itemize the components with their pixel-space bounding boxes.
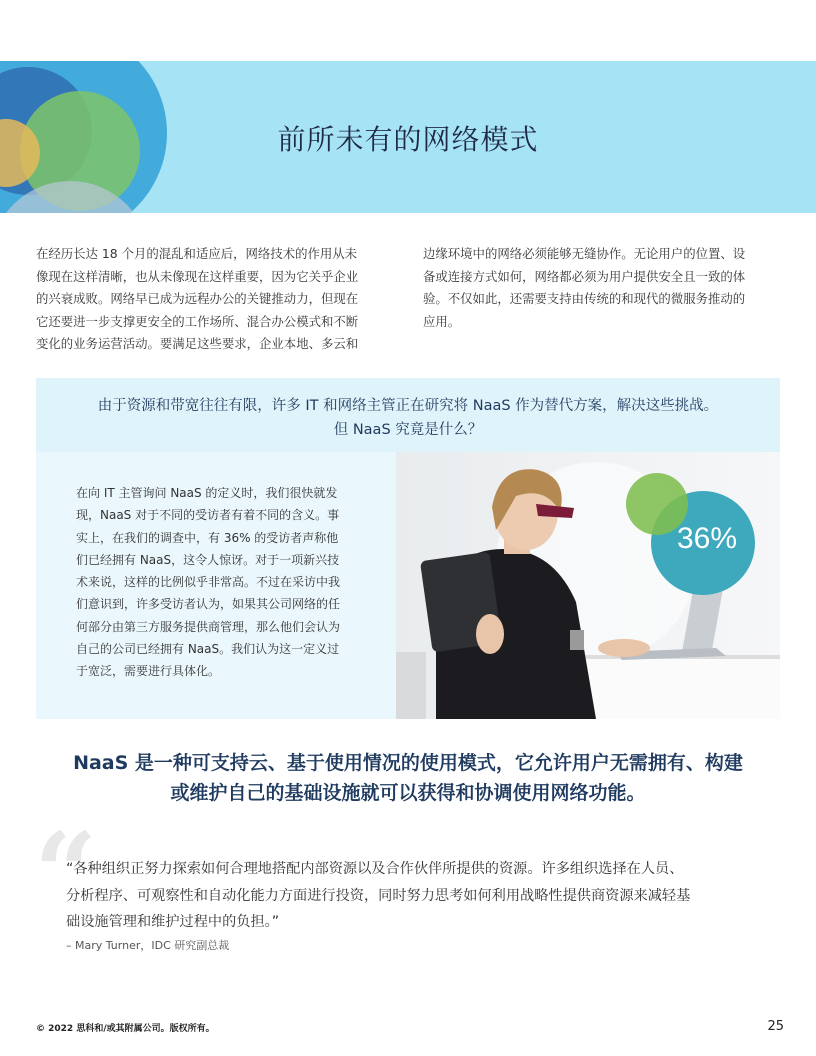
survey-line: 自己的公司已经拥有 NaaS。我们认为这一定义过 <box>76 642 340 657</box>
intro-line: 它还要进一步支撑更安全的工作场所、混合办公模式和不断 <box>36 313 359 329</box>
page-title: 前所未有的网络模式 <box>277 123 539 156</box>
survey-line: 现，NaaS 对于不同的受访者有着不同的含义。事 <box>76 508 340 523</box>
stat-value: 36% <box>676 522 738 555</box>
intro-line: 的兴衰成败。网络早已成为远程办公的关键推动力，但现在 <box>36 291 359 306</box>
survey-line: 们意识到，许多受访者认为，如果其公司网络的任 <box>76 597 341 612</box>
quote-mark-icon: “ <box>34 808 98 937</box>
quote-line: “各种组织正努力探索如何合理地搭配内部资源以及合作伙伴所提供的资源。许多组织选择在人员、 <box>66 861 684 877</box>
title-banner <box>0 61 816 213</box>
quote-text <box>66 856 786 936</box>
survey-line: 何部分由第三方服务提供商管理，那么他们会认为 <box>76 619 341 634</box>
intro-line: 备或连接方式如何，网络都必须为用户提供安全且一致的体 <box>423 268 746 284</box>
survey-line: 于宽泛，需要进行具体化。 <box>76 664 221 679</box>
intro-line: 变化的业务运营活动。要满足这些要求，企业本地、多云和 <box>36 336 359 351</box>
definition-line: 或维护自己的基础设施就可以获得和协调使用网络功能。 <box>170 782 646 804</box>
intro-line: 验。不仅如此，还需要支持由传统的和现代的微服务推动的 <box>423 291 746 306</box>
intro-line: 像现在这样清晰，也从未像现在这样重要，因为它关乎企业 <box>36 268 359 284</box>
quote-line: 础设施管理和维护过程中的负担。” <box>66 914 280 930</box>
definition-line: NaaS 是一种可支持云、基于使用情况的使用模式，它允许用户无需拥有、构建 <box>73 752 743 774</box>
callout-question: 但 NaaS 究竟是什么？ <box>333 422 483 438</box>
page-number: 25 <box>767 1019 784 1034</box>
intro-line: 边缘环境中的网络必须能够无缝协作。无论用户的位置、设 <box>423 246 746 261</box>
intro-column-right <box>423 243 783 333</box>
copyright: © 2022 思科和/或其附属公司。版权所有。 <box>36 1024 215 1034</box>
quote-attribution: – Mary Turner，IDC 研究副总裁 <box>66 939 230 952</box>
survey-text <box>76 482 376 683</box>
intro-line: 应用。 <box>423 313 461 329</box>
survey-line: 们已经拥有 NaaS，这令人惊讶。对于一项新兴技 <box>76 552 340 567</box>
callout-line: 由于资源和带宽往往有限，许多 IT 和网络主管正在研究将 NaaS 作为替代方案，解决这些挑战。 <box>97 398 719 414</box>
question-callout <box>36 378 780 452</box>
survey-line: 术来说，这样的比例似乎非常高。不过在采访中我 <box>76 575 341 590</box>
intro-column-left <box>36 243 396 356</box>
quote-line: 分析程序、可观察性和自动化能力方面进行投资，同时努力思考如何利用战略性提供商资源来减轻基 <box>66 887 691 904</box>
intro-line: 在经历长达 18 个月的混乱和适应后，网络技术的作用从未 <box>36 246 358 261</box>
survey-line: 实上，在我们的调查中，有 36% 的受访者声称他 <box>76 530 339 545</box>
survey-line: 在向 IT 主管询问 NaaS 的定义时，我们很快就发 <box>76 486 338 500</box>
survey-panel <box>36 452 396 719</box>
